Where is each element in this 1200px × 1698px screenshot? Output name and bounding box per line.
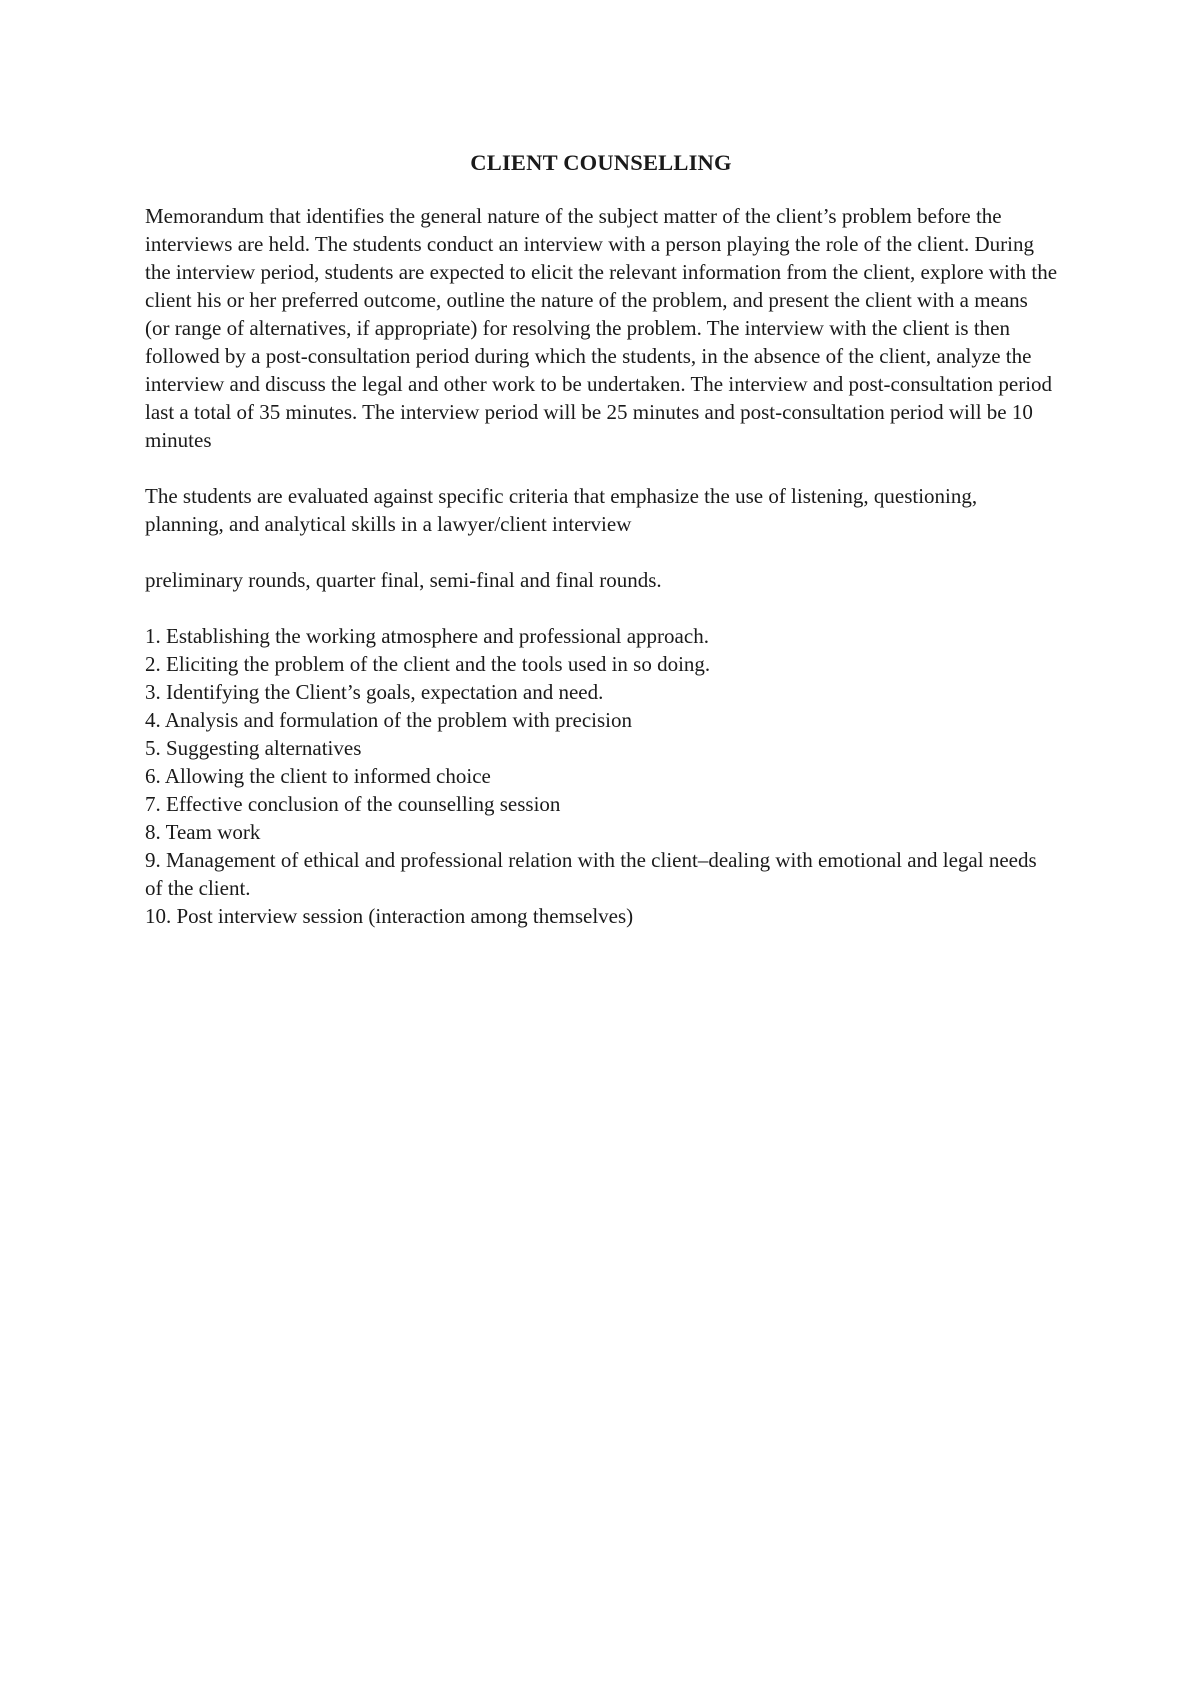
list-item: 7. Effective conclusion of the counselling session [145,792,561,816]
list-item: 3. Identifying the Client’s goals, expectation and need. [145,680,604,704]
list-item: 9. Management of ethical and professional relation with the client–dealing with emotional and legal needs of the client. [145,848,1037,900]
evaluation-paragraph: The students are evaluated against specific criteria that emphasize the use of listening, questioning, planning, and analytical skills in a lawyer/client interview [145,484,978,536]
list-item: 6. Allowing the client to informed choice [145,764,491,788]
list-item: 5. Suggesting alternatives [145,736,362,760]
list-item: 2. Eliciting the problem of the client and the tools used in so doing. [145,652,711,676]
rounds-paragraph: preliminary rounds, quarter final, semi-final and final rounds. [145,568,662,592]
list-item: 1. Establishing the working atmosphere and professional approach. [145,624,709,648]
criteria-list [145,622,1057,930]
memorandum-paragraph: Memorandum that identifies the general nature of the subject matter of the client’s problem before the interviews are held. The students conduct an interview with a person playing the role of the client. During the interview period, students are expected to elicit the relevant information from the client, explore with the client his or her preferred outcome, outline the nature of the problem, and present the client with a means (or range of alternatives, if appropriate) for resolving the problem. The interview with the client is then followed by a post-consultation period during which the students, in the absence of the client, analyze the interview and discuss the legal and other work to be undertaken. The interview and post-consultation period last a total of 35 minutes. The interview period will be 25 minutes and post-consultation period will be 10 minutes [145,204,1058,452]
document-title: CLIENT COUNSELLING [470,150,732,175]
document-body [145,148,1057,930]
list-item: 8. Team work [145,820,261,844]
list-item: 10. Post interview session (interaction among themselves) [145,904,634,928]
list-item: 4. Analysis and formulation of the problem with precision [145,708,632,732]
